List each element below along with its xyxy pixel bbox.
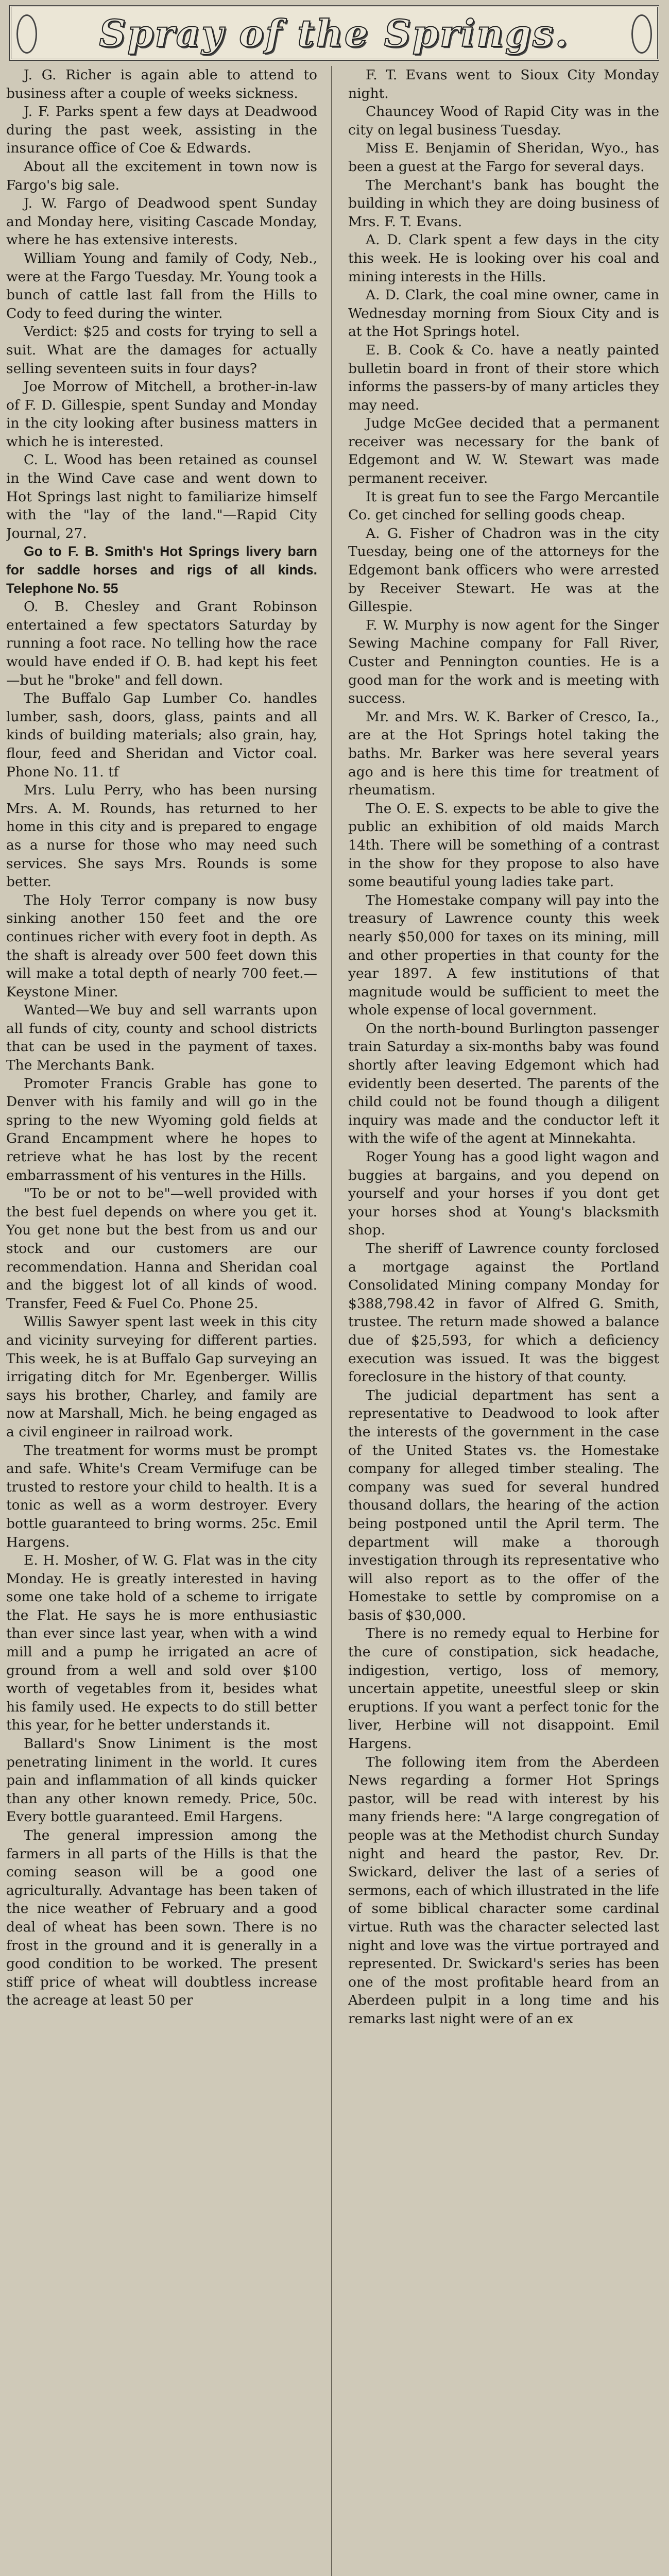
news-item: William Young and family of Cody, Neb., were at the Fargo Tuesday. Mr. Young took a bunch of cattle last fall from the Hills to Cody to feed during the winter. bbox=[6, 250, 317, 321]
fuel-ad: "To be or not to be"—well provided with the best fuel depends on where you get it. You get none but the best from us and our stock and our customers are our recommendation. Hanna and Sheridan coal and the biggest lot of all kinds of wood. Transfer, Feed & Fuel Co. Phone 25. bbox=[6, 1185, 317, 1312]
news-item: A. D. Clark, the coal mine owner, came in Wednesday morning from Sioux City and is at the Hot Springs hotel. bbox=[348, 287, 659, 340]
herbine-ad: There is no remedy equal to Herbine for the cure of constipation, sick headache, indigestion, vertigo, loss of memory, uncertain appetite, uneestful sleep or skin eruptions. If you want a perfect tonic for the liver, Herbine will not disappoint. Emil Hargens. bbox=[348, 1625, 659, 1752]
liniment-ad: Ballard's Snow Liniment is the most penetrating liniment in the world. It cures pain and inflammation of all kinds quicker than any other known remedy. Price, 50c. Every bottle guaranteed. Emil Hargens. bbox=[6, 1736, 317, 1825]
news-item: About all the excitement in town now is Fargo's big sale. bbox=[6, 158, 317, 193]
news-item: The sheriff of Lawrence county forclosed a mortgage against the Portland Consolidated Mining company Monday for $388,798.42 in favor of Alfred G. Smith, trustee. The return made showed a balance due of $25,593, for which a deficiency execution was issued. It was the biggest foreclosure in the history of that county. bbox=[348, 1241, 659, 1385]
news-item: J. G. Richer is again able to attend to business after a couple of weeks sickness. bbox=[6, 67, 317, 101]
news-item: J. F. Parks spent a few days at Deadwood during the past week, assisting in the insurance office of Coe & Edwards. bbox=[6, 104, 317, 157]
vermifuge-ad: The treatment for worms must be prompt and safe. White's Cream Vermifuge can be trusted to restore your child to health. It is a tonic as well as a worm destroyer. Every bottle guaranteed to bring worms. 25c. Emil Hargens. bbox=[6, 1442, 317, 1550]
news-item: The Merchant's bank has bought the building in which they are doing business of Mrs. F. T. Evans. bbox=[348, 177, 659, 230]
news-item: The judicial department has sent a representative to Deadwood to look after the interests of the government in the case of the United States vs. the Homestake company for alleged timber stealing. The company was sued for several hundred thousand dollars, the hearing of the action being postponed until the April term. The department will make a thorough investigation through its representative who will also report as to the offer of the Homestake to settle by compromise on a basis of $30,000. bbox=[348, 1387, 659, 1623]
column-divider bbox=[331, 66, 332, 2576]
news-item: J. W. Fargo of Deadwood spent Sunday and Monday here, visiting Cascade Monday, where he has extensive interests. bbox=[6, 195, 317, 248]
news-item: Mr. and Mrs. W. K. Barker of Cresco, Ia., are at the Hot Springs hotel taking the baths. Mr. Barker was here several years ago and is here this time for treatment of rheumatism. bbox=[348, 708, 659, 799]
news-item: Miss E. Benjamin of Sheridan, Wyo., has been a guest at the Fargo for several days. bbox=[348, 140, 659, 175]
news-item: Promoter Francis Grable has gone to Denver with his family and will go in the spring to the new Wyoming gold fields at Grand Encampment where he hopes to retrieve what he has lost by the recent embarrassment of his ventures in the Hills. bbox=[6, 1075, 317, 1183]
news-item: A. D. Clark spent a few days in the city this week. He is looking over his coal and mining interests in the Hills. bbox=[348, 232, 659, 285]
news-item: It is great fun to see the Fargo Mercantile Co. get cinched for selling goods cheap. bbox=[348, 488, 659, 523]
news-item: The general impression among the farmers in all parts of the Hills is that the coming season will be a good one agriculturally. Advantage has been taken of the nice weather of February and a good deal of wheat has been sown. There is no frost in the ground and it is generally in a good condition to be worked. The present stiff price of wheat will doubtless increase the acreage at least 50 per bbox=[6, 1827, 317, 2009]
masthead-banner bbox=[9, 5, 659, 61]
news-item: On the north-bound Burlington passenger train Saturday a six-months baby was found shortly after leaving Edgemont which had evidently been deserted. The parents of the child could not be found though a diligent inquiry was made and the conductor left it with the wife of the agent at Minnekahta. bbox=[348, 1020, 659, 1147]
news-item: The Holy Terror company is now busy sinking another 150 feet and the ore continues richer with every foot in depth. As the shaft is already over 500 feet down this will make a total depth of nearly 700 feet.—Keystone Miner. bbox=[6, 892, 317, 1000]
news-item: A. G. Fisher of Chadron was in the city Tuesday, being one of the attorneys for the Edgemont bank officers who were arrested by Receiver Stewart. He was at the Gillespie. bbox=[348, 525, 659, 615]
left-column bbox=[6, 66, 317, 2576]
news-item: Verdict: $25 and costs for trying to sell a suit. What are the damages for actually selling seventeen suits in four days? bbox=[6, 324, 317, 377]
news-item: C. L. Wood has been retained as counsel in the Wind Cave case and went down to Hot Springs last night to familiarize himself with the "lay of the land."—Rapid City Journal, 27. bbox=[6, 452, 317, 541]
news-item: F. W. Murphy is now agent for the Singer Sewing Machine company for Fall River, Custer and Pennington counties. He is a good man for the work and is meeting with success. bbox=[348, 617, 659, 707]
right-column bbox=[348, 66, 659, 2576]
news-item: F. T. Evans went to Sioux City Monday night. bbox=[348, 67, 659, 101]
scroll-ornament-right bbox=[631, 14, 652, 54]
warrants-ad: Wanted—We buy and sell warrants upon all funds of city, county and school districts that can be used in the payment of taxes. The Merchants Bank. bbox=[6, 1002, 317, 1074]
news-item: O. B. Chesley and Grant Robinson entertained a few spectators Saturday by running a foot race. No telling how the race would have ended if O. B. had kept his feet—but he "broke" and fell down. bbox=[6, 599, 317, 688]
masthead-title: Spray of the Springs. bbox=[99, 11, 570, 55]
news-item: The Homestake company will pay into the treasury of Lawrence county this week nearly $50,000 for taxes on its mining, mill and other properties in that county for the year 1897. A few institutions of that magnitude would be sufficient to meet the whole expense of local government. bbox=[348, 892, 659, 1019]
news-item: Chauncey Wood of Rapid City was in the city on legal business Tuesday. bbox=[348, 104, 659, 138]
news-item: The O. E. S. expects to be able to give the public an exhibition of old maids March 14th. There will be something of a contrast in the show for they propose to also have some beautiful young ladies take part. bbox=[348, 800, 659, 890]
news-item: Joe Morrow of Mitchell, a brother-in-law of F. D. Gillespie, spent Sunday and Monday in the city looking after business matters in which he is interested. bbox=[6, 379, 317, 450]
news-item: The following item from the Aberdeen News regarding a former Hot Springs pastor, will be read with interest by his many friends here: "A large congregation of people was at the Methodist church Sunday night and heard the pastor, Rev. Dr. Swickard, deliver the last of a series of sermons, each of which illustrated in the life of some biblical character some cardinal virtue. Ruth was the character selected last night and love was the virtue portrayed and represented. Dr. Swickard's series has been one of the most profitable heard from an Aberdeen pulpit in a long time and his remarks last night were of an ex bbox=[348, 1754, 659, 2027]
scroll-ornament-left bbox=[16, 14, 37, 54]
lumber-ad: The Buffalo Gap Lumber Co. handles lumber, sash, doors, glass, paints and all kinds of building materials; also grain, hay, flour, feed and Sheridan and Victor coal. Phone No. 11. tf bbox=[6, 690, 317, 780]
blacksmith-ad: Roger Young has a good light wagon and buggies at bargains, and you depend on yourself and your horses if you dont get your horses shod at Young's blacksmith shop. bbox=[348, 1149, 659, 1239]
livery-ad: Go to F. B. Smith's Hot Springs livery barn for saddle horses and rigs of all kinds. Telephone No. 55 bbox=[6, 544, 317, 596]
news-item: E. B. Cook & Co. have a neatly painted bulletin board in front of their store which informs the passers-by of many articles they may need. bbox=[348, 342, 659, 413]
news-item: Mrs. Lulu Perry, who has been nursing Mrs. A. M. Rounds, has returned to her home in this city and is prepared to engage as a nurse for those who may need such services. She says Mrs. Rounds is some better. bbox=[6, 782, 317, 890]
news-item: Willis Sawyer spent last week in this city and vicinity surveying for different parties. This week, he is at Buffalo Gap surveying an irrigating ditch for Mr. Egenberger. Willis says his brother, Charley, and family are now at Marshall, Mich. he being engaged as a civil engineer in railroad work. bbox=[6, 1314, 317, 1440]
news-item: Judge McGee decided that a permanent receiver was necessary for the bank of Edgemont and W. W. Stewart was made permanent receiver. bbox=[348, 415, 659, 487]
news-item: E. H. Mosher, of W. G. Flat was in the city Monday. He is greatly interested in having some one take hold of a scheme to irrigate the Flat. He says he is more enthusiastic than ever since last year, when with a wind mill and a pump he irrigated an acre of ground from a well and sold over $100 worth of vegetables from it, besides what his family used. He expects to do still better this year, for he better understands it. bbox=[6, 1552, 317, 1734]
